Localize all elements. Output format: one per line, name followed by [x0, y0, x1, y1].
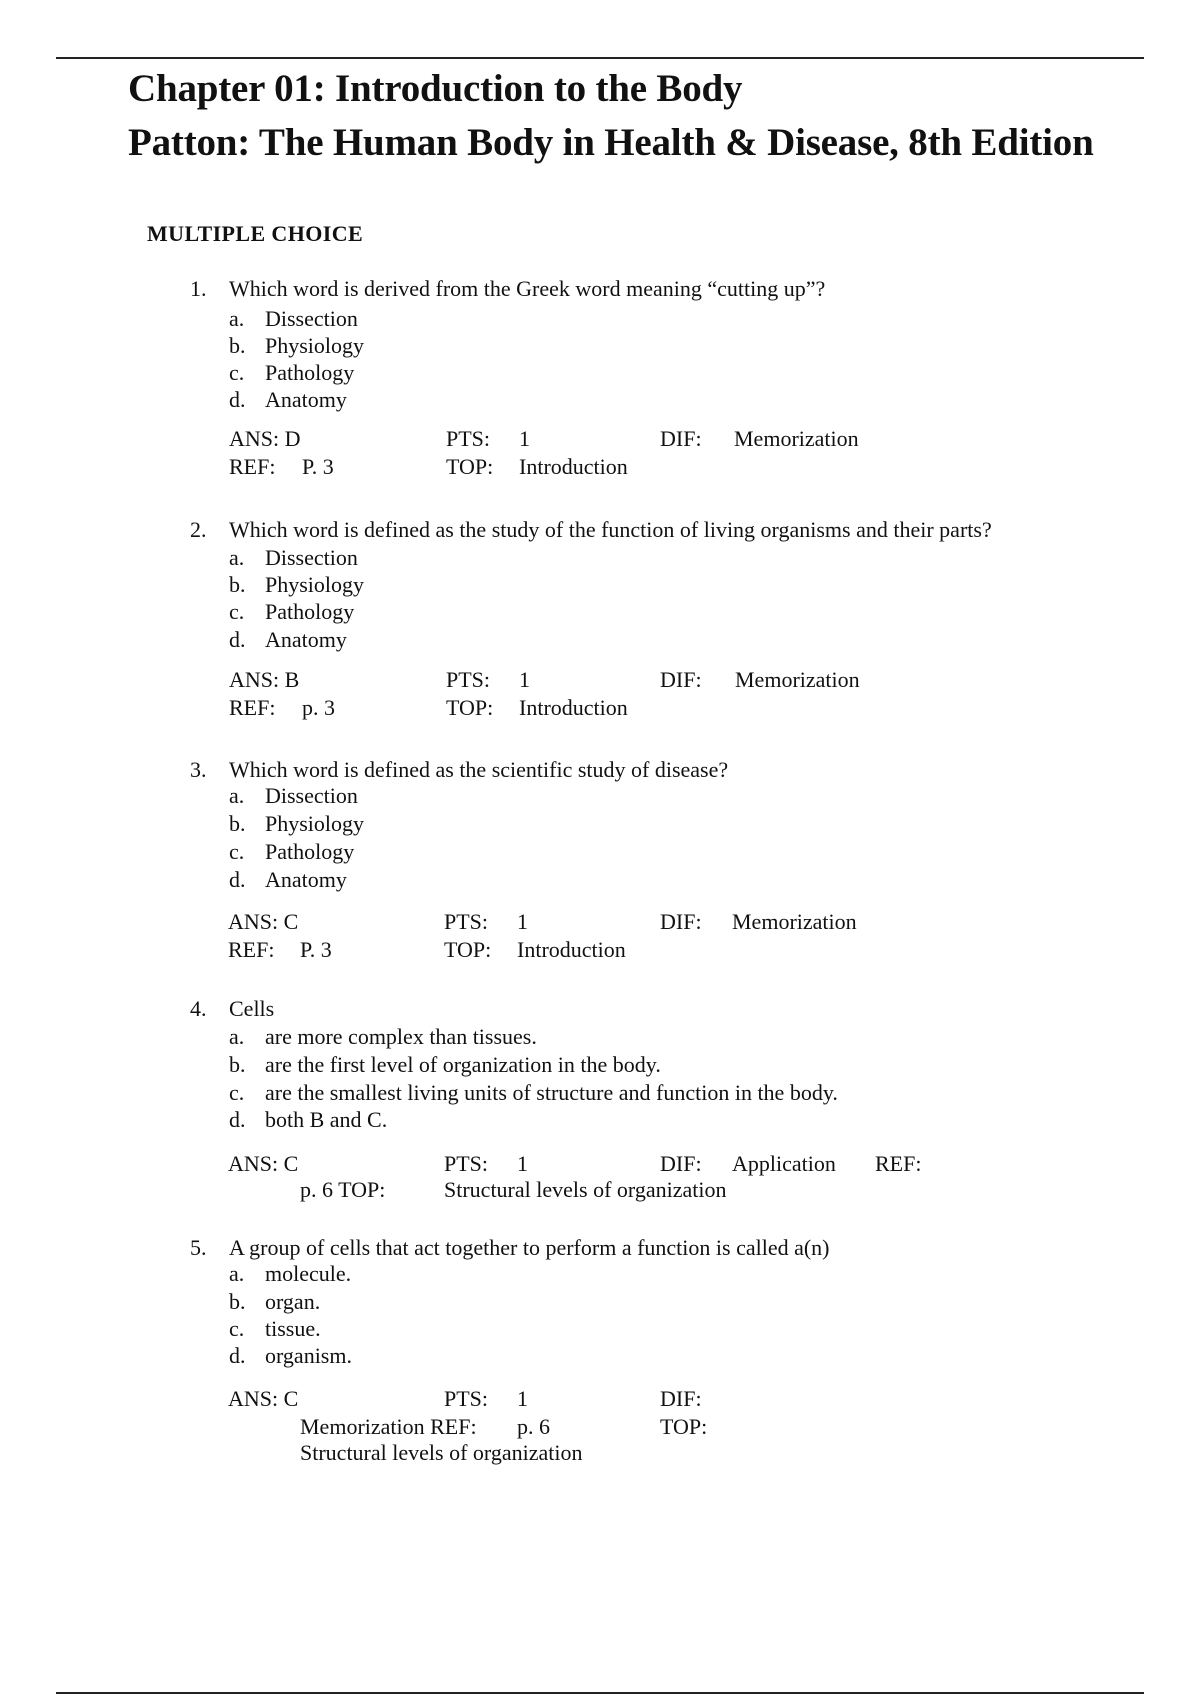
option-text: both B and C.: [265, 1107, 388, 1132]
difficulty-label: DIF:: [660, 1151, 702, 1176]
answer-key: ANS: C: [228, 1151, 299, 1176]
option-text: Dissection: [265, 783, 358, 808]
option-text: are the smallest living units of structure and function in the body.: [265, 1080, 838, 1105]
option-text: Pathology: [265, 599, 355, 624]
difficulty-value: Memorization: [735, 667, 860, 692]
points-value: 1: [519, 426, 530, 451]
topic-value: Introduction: [519, 695, 628, 720]
topic-label: TOP:: [446, 454, 494, 479]
difficulty-value: Memorization: [732, 909, 857, 934]
points-label: PTS:: [444, 1386, 489, 1411]
reference-value: p. 6: [517, 1414, 550, 1439]
option-letter: c.: [229, 599, 245, 624]
question-number: 2.: [190, 517, 207, 542]
question-stem: Cells: [229, 996, 275, 1021]
option-text: are more complex than tissues.: [265, 1024, 537, 1049]
topic-label: TOP:: [446, 695, 494, 720]
points-value: 1: [517, 1386, 528, 1411]
reference-label: REF:: [875, 1151, 922, 1176]
option-text: Dissection: [265, 545, 358, 570]
option-letter: c.: [229, 360, 245, 385]
option-text: Physiology: [265, 333, 365, 358]
topic-value: Introduction: [517, 937, 626, 962]
reference-label: REF:: [228, 937, 275, 962]
bottom-rule: [56, 1692, 1144, 1694]
difficulty-label: DIF:: [660, 667, 702, 692]
option-text: tissue.: [265, 1316, 321, 1341]
points-value: 1: [519, 667, 530, 692]
option-text: Dissection: [265, 306, 358, 331]
topic-value: Introduction: [519, 454, 628, 479]
points-label: PTS:: [446, 667, 491, 692]
question-stem: A group of cells that act together to perform a function is called a(n): [229, 1235, 830, 1260]
option-letter: b.: [229, 811, 246, 836]
difficulty-reference-line: Memorization REF:: [300, 1414, 477, 1439]
option-letter: b.: [229, 333, 246, 358]
option-text: Anatomy: [265, 867, 347, 892]
option-letter: c.: [229, 1316, 245, 1341]
difficulty-value: Memorization: [734, 426, 859, 451]
question-number: 1.: [190, 276, 207, 301]
top-rule: [56, 57, 1144, 59]
option-text: Anatomy: [265, 387, 347, 412]
book-title: Patton: The Human Body in Health & Disease, 8th Edition: [128, 121, 1094, 164]
difficulty-value: Application: [732, 1151, 836, 1176]
points-value: 1: [517, 1151, 528, 1176]
answer-key: ANS: D: [229, 426, 301, 451]
answer-key: ANS: C: [228, 909, 299, 934]
question-number: 4.: [190, 996, 207, 1021]
question-stem: Which word is derived from the Greek word meaning “cutting up”?: [229, 276, 826, 301]
option-letter: b.: [229, 1289, 246, 1314]
option-letter: c.: [229, 839, 245, 864]
option-text: molecule.: [265, 1261, 352, 1286]
option-text: are the first level of organization in the body.: [265, 1052, 661, 1077]
option-letter: a.: [229, 545, 245, 570]
topic-label: TOP:: [660, 1414, 708, 1439]
points-label: PTS:: [444, 1151, 489, 1176]
points-label: PTS:: [444, 909, 489, 934]
difficulty-label: DIF:: [660, 909, 702, 934]
section-heading: MULTIPLE CHOICE: [147, 221, 364, 246]
option-letter: d.: [229, 1343, 246, 1368]
difficulty-label: DIF:: [660, 426, 702, 451]
reference-value: P. 3: [300, 937, 332, 962]
option-letter: d.: [229, 1107, 246, 1132]
topic-value: Structural levels of organization: [444, 1177, 727, 1202]
option-letter: d.: [229, 867, 246, 892]
points-value: 1: [517, 909, 528, 934]
reference-label: REF:: [229, 695, 276, 720]
option-text: Physiology: [265, 572, 365, 597]
option-text: Pathology: [265, 839, 355, 864]
question-stem: Which word is defined as the study of the function of living organisms and their parts?: [229, 517, 992, 542]
option-letter: d.: [229, 627, 246, 652]
option-letter: a.: [229, 1024, 245, 1049]
difficulty-label: DIF:: [660, 1386, 702, 1411]
option-text: organ.: [265, 1289, 321, 1314]
option-text: Physiology: [265, 811, 365, 836]
question-stem: Which word is defined as the scientific study of disease?: [229, 757, 729, 782]
option-letter: a.: [229, 1261, 245, 1286]
option-letter: b.: [229, 572, 246, 597]
option-letter: a.: [229, 783, 245, 808]
option-letter: c.: [229, 1080, 245, 1105]
option-letter: a.: [229, 306, 245, 331]
question-number: 3.: [190, 757, 207, 782]
reference-value: P. 3: [302, 454, 334, 479]
chapter-title: Chapter 01: Introduction to the Body: [128, 67, 743, 110]
topic-label: TOP:: [444, 937, 492, 962]
option-letter: d.: [229, 387, 246, 412]
option-letter: b.: [229, 1052, 246, 1077]
topic-value: Structural levels of organization: [300, 1440, 583, 1465]
reference-value: p. 3: [302, 695, 335, 720]
option-text: organism.: [265, 1343, 352, 1368]
reference-label: REF:: [229, 454, 276, 479]
answer-key: ANS: B: [229, 667, 300, 692]
question-number: 5.: [190, 1235, 207, 1260]
reference-topic-line: p. 6 TOP:: [300, 1177, 386, 1202]
answer-key: ANS: C: [228, 1386, 299, 1411]
option-text: Anatomy: [265, 627, 347, 652]
points-label: PTS:: [446, 426, 491, 451]
option-text: Pathology: [265, 360, 355, 385]
